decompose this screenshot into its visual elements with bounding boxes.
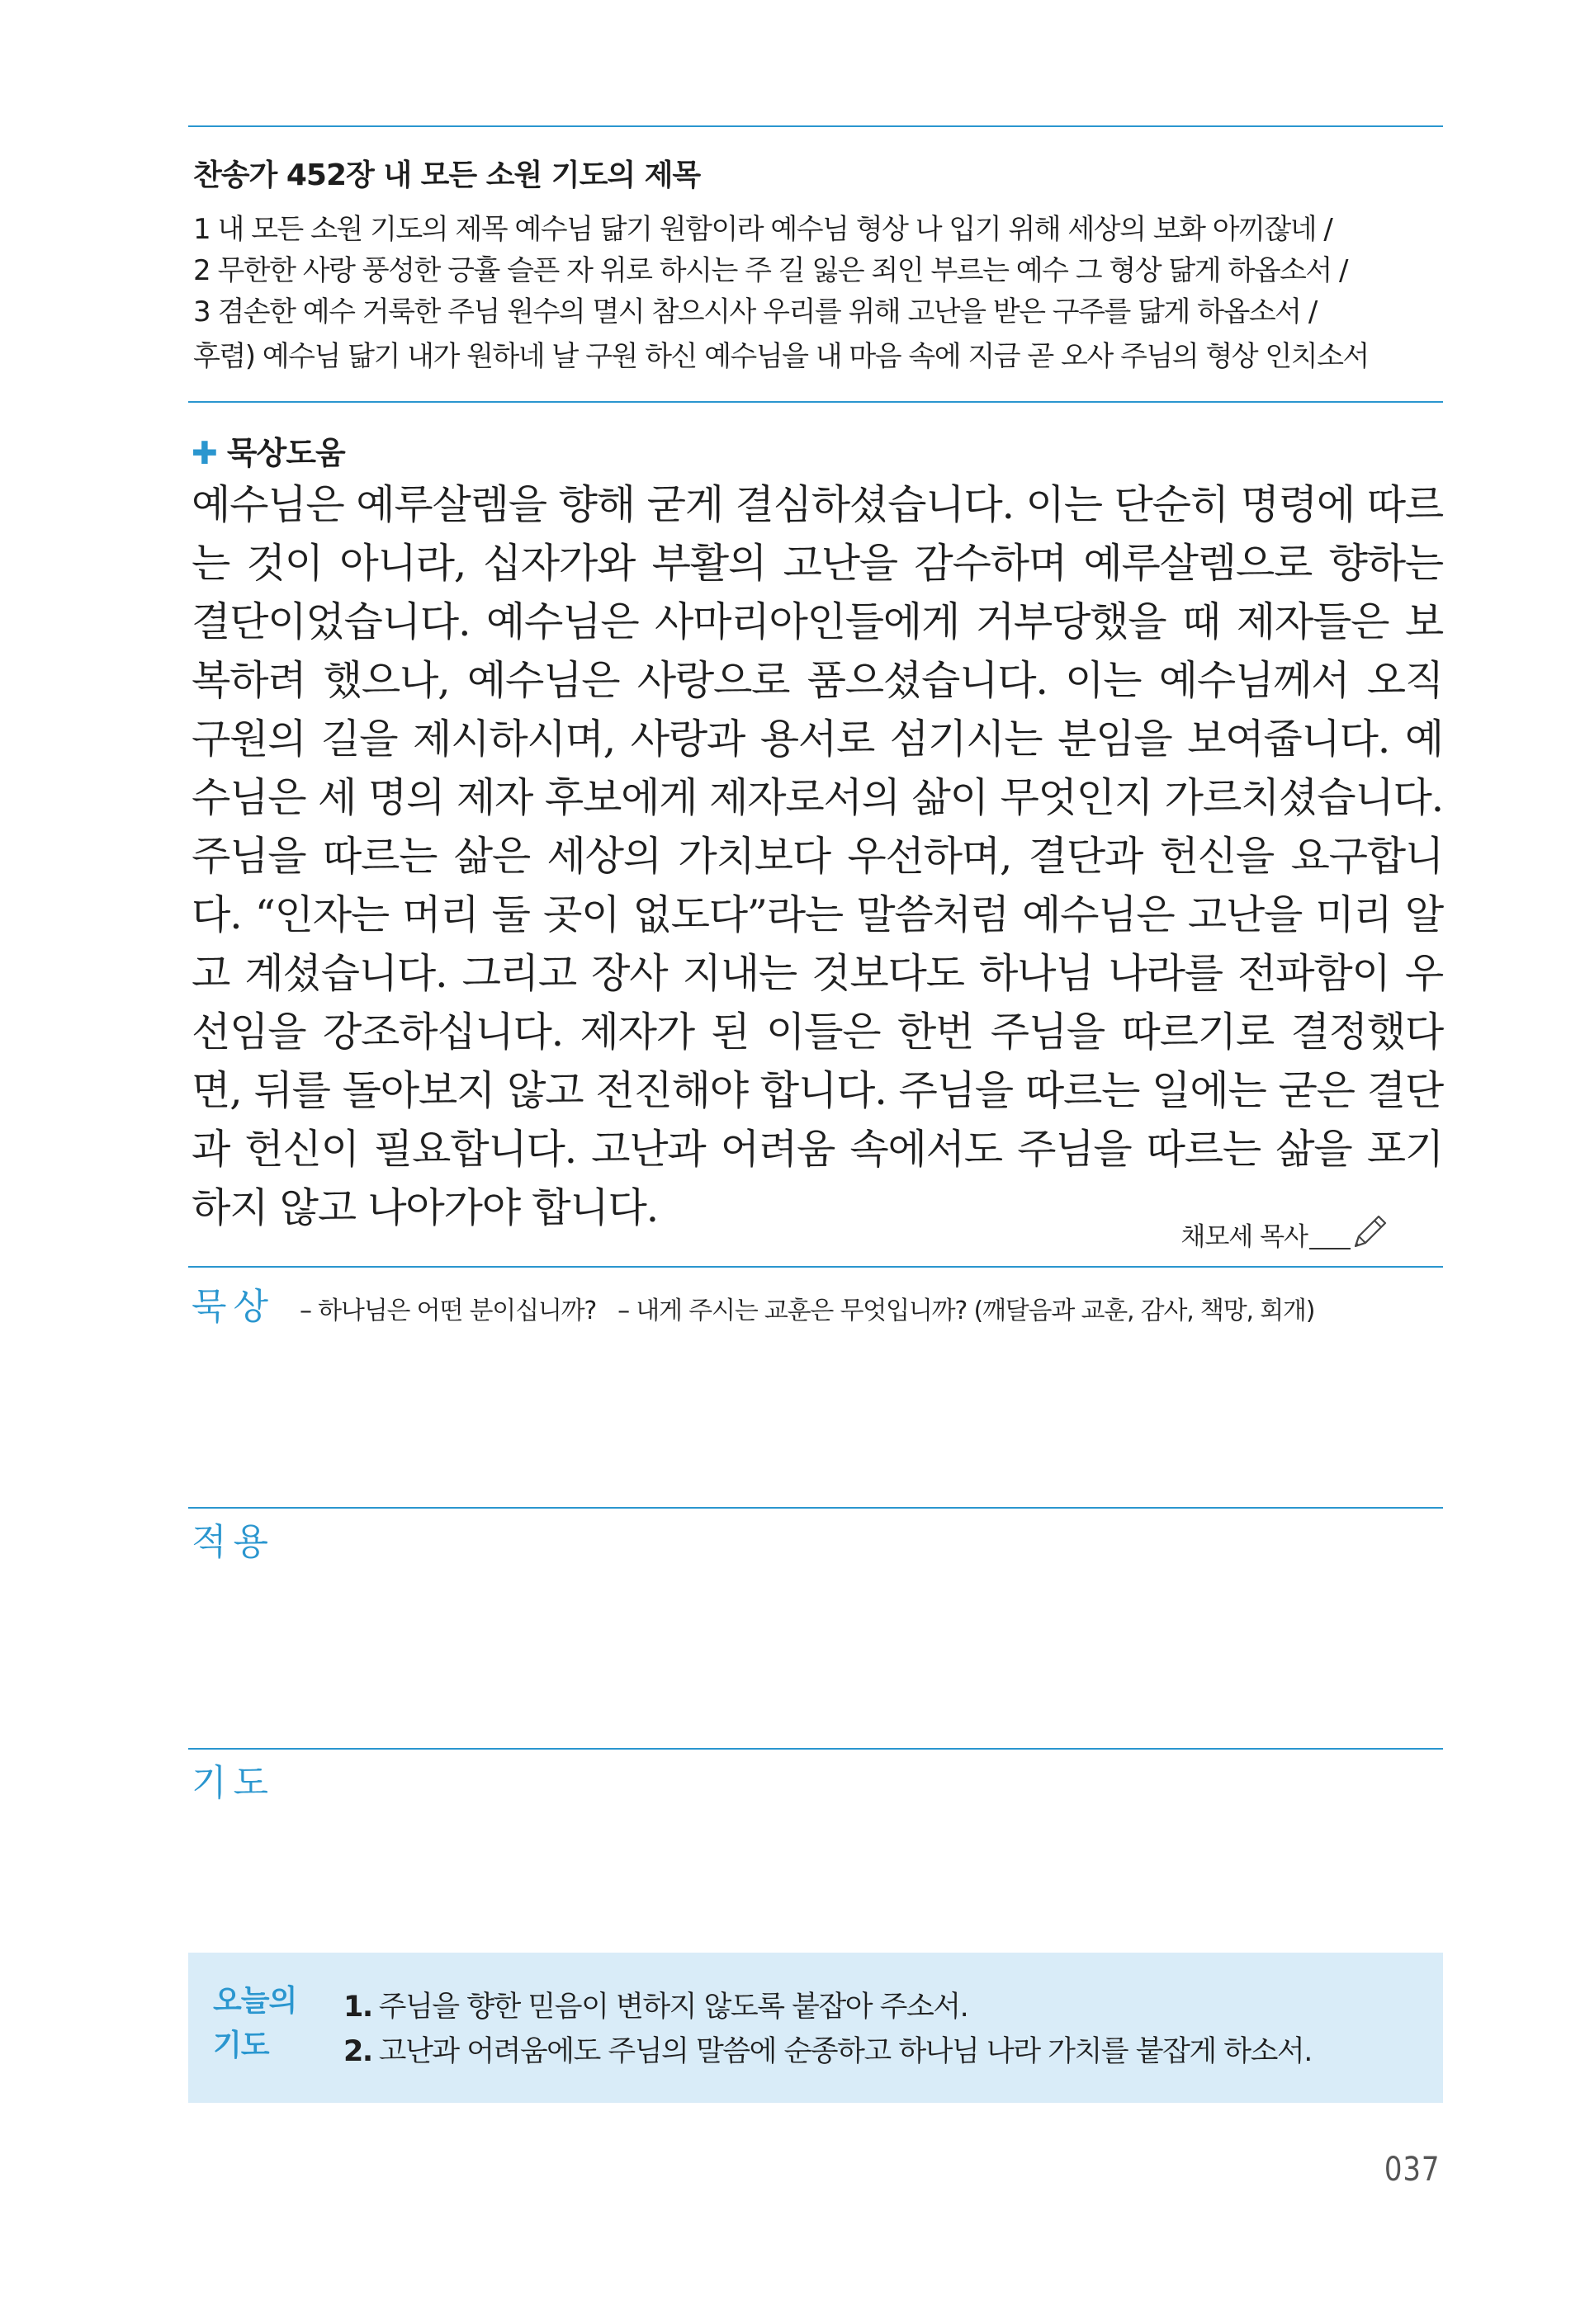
todays-prayer-label bbox=[213, 1979, 296, 2068]
hymn-refrain: 후렴) 예수님 닮기 내가 원하네 날 구원 하신 예수님을 내 마음 속에 지금 곧 오사 주님의 형상 인치소서 bbox=[193, 340, 1369, 373]
hymn-divider bbox=[188, 401, 1443, 403]
todays-prayer-item-1 bbox=[343, 1984, 968, 2025]
prayer-item-number: 1. bbox=[343, 1991, 372, 2024]
application-label: 적용 bbox=[192, 1521, 276, 1563]
prayer-label: 기도 bbox=[192, 1762, 276, 1804]
todays-prayer-box bbox=[188, 1953, 1443, 2103]
hymn-title: 찬송가 452장 내 모든 소원 기도의 제목 bbox=[193, 158, 701, 192]
meditation-question-1: – 하나님은 어떤 분이십니까? bbox=[300, 1297, 597, 1325]
author-signature bbox=[1180, 1210, 1390, 1253]
prayer-item-text: 고난과 어려움에도 주님의 말씀에 순종하고 하나님 나라 가치를 붙잡게 하소서. bbox=[378, 2035, 1312, 2068]
meditation-help-heading bbox=[192, 427, 345, 473]
pencil-icon bbox=[1347, 1210, 1390, 1253]
prayer-divider bbox=[188, 1748, 1443, 1750]
todays-prayer-label-line1: 오늘의 bbox=[213, 1984, 297, 2018]
meditation-divider bbox=[188, 1266, 1443, 1268]
hymn-verse-1: 1 내 모든 소원 기도의 제목 예수님 닮기 원함이라 예수님 형상 나 입기 위해 세상의 보화 아끼잖네 / bbox=[193, 213, 1332, 246]
todays-prayer-item-2 bbox=[343, 2029, 1312, 2070]
application-divider bbox=[188, 1507, 1443, 1509]
prayer-item-text: 주님을 향한 믿음이 변하지 않도록 붙잡아 주소서. bbox=[378, 1991, 968, 2024]
page-number: 037 bbox=[1384, 2151, 1440, 2189]
plus-icon: ✚ bbox=[192, 435, 217, 471]
prayer-item-number: 2. bbox=[343, 2035, 372, 2068]
author-underline bbox=[1309, 1248, 1351, 1249]
meditation-question-2: – 내게 주시는 교훈은 무엇입니까? (깨달음과 교훈, 감사, 책망, 회개) bbox=[617, 1297, 1315, 1325]
meditation-help-heading-text: 묵상도움 bbox=[226, 435, 345, 471]
hymn-verse-3: 3 겸손한 예수 거룩한 주님 원수의 멸시 참으시사 우리를 위해 고난을 받은 구주를 닮게 하옵소서 / bbox=[193, 295, 1317, 328]
top-divider bbox=[188, 125, 1443, 127]
meditation-row bbox=[192, 1277, 1314, 1330]
author-name: 채모세 목사 bbox=[1180, 1222, 1308, 1252]
hymn-verse-2: 2 무한한 사랑 풍성한 긍휼 슬픈 자 위로 하시는 주 길 잃은 죄인 부르는 예수 그 형상 닮게 하옵소서 / bbox=[193, 254, 1348, 287]
meditation-help-body: 예수님은 예루살렘을 향해 굳게 결심하셨습니다. 이는 단순히 명령에 따르는 것이 아니라, 십자가와 부활의 고난을 감수하며 예루살렘으로 향하는 결단이었습니다. 예수님은 사마리아인들에게 거부당했을 때 제자들은 보복하려 했으나, 예수님은 사랑으로 품으셨습니다. 이는 예수님께서 오직 구원의 길을 제시하시며, 사랑과 용서로 섬기시는 분임을 보여줍니다. 예수님은 세 명의 제자 후보에게 제자로서의 삶이 무엇인지 가르치셨습니다. 주님을 따르는 삶은 세상의 가치보다 우선하며, 결단과 헌신을 요구합니다. “인자는 머리 둘 곳이 없도다”라는 말씀처럼 예수님은 고난을 미리 알고 계셨습니다. 그리고 장사 지내는 것보다도 하나님 나라를 전파함이 우선임을 강조하십니다. 제자가 된 이들은 한번 주님을 따르기로 결정했다면, 뒤를 돌아보지 않고 전진해야 합니다. 주님을 따르는 일에는 굳은 결단과 헌신이 필요합니다. 고난과 어려움 속에서도 주님을 따르는 삶을 포기하지 않고 나아가야 합니다. bbox=[192, 481, 1443, 1231]
meditation-label: 묵상 bbox=[192, 1286, 276, 1328]
todays-prayer-label-line2: 기도 bbox=[213, 2029, 269, 2062]
